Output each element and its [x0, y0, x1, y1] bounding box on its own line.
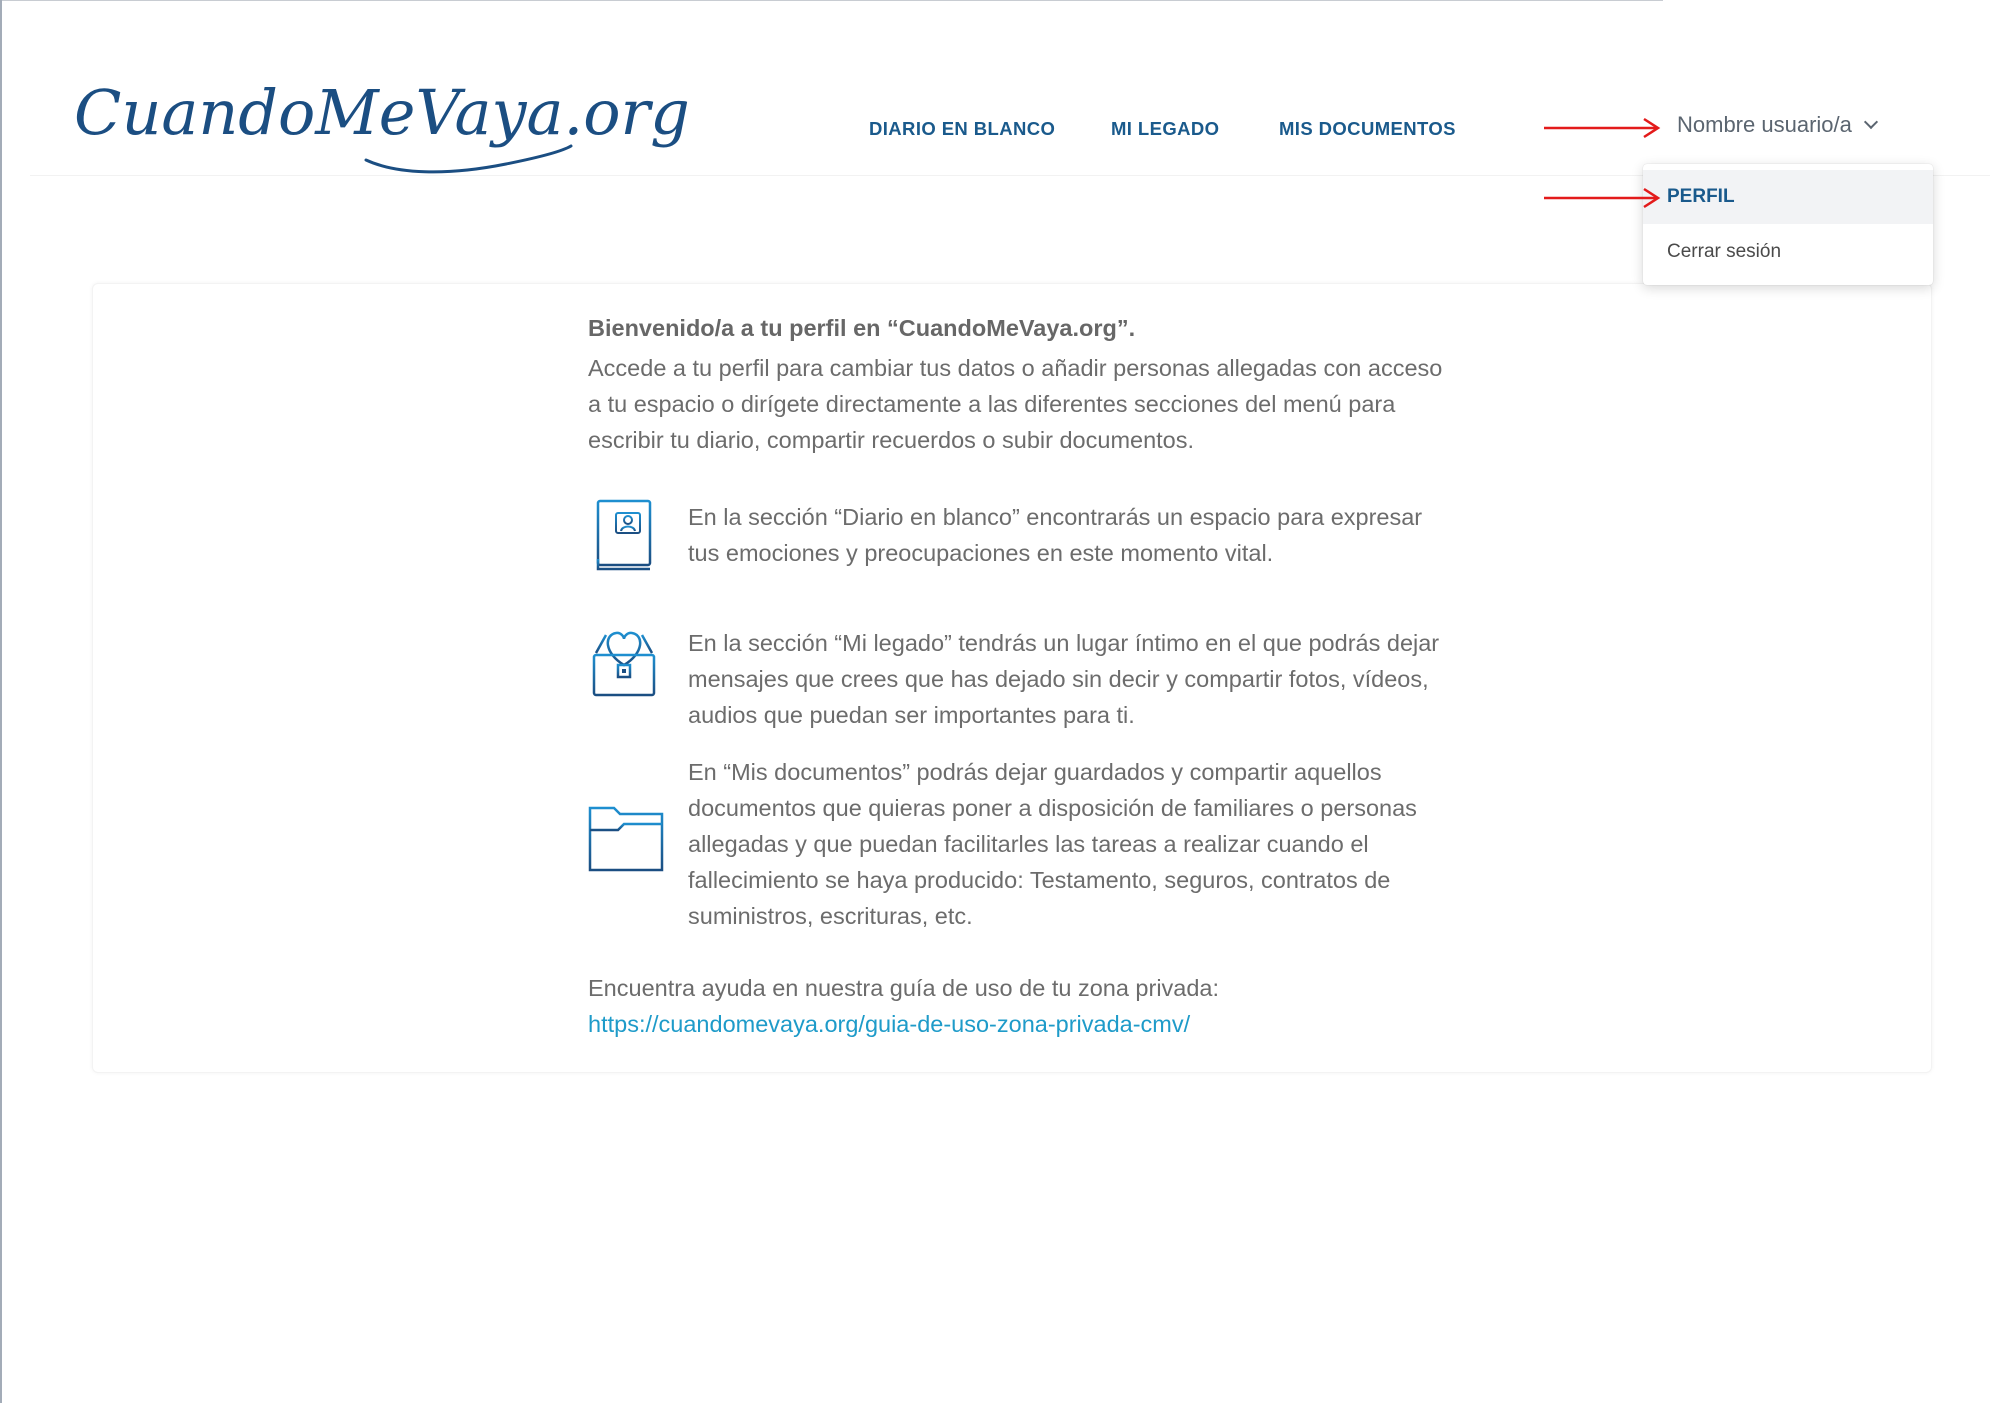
chevron-down-icon [1864, 115, 1878, 129]
intro-paragraph: Accede a tu perfil para cambiar tus datos o añadir personas allegadas con acceso a tu espacio o dirígete directamente a las diferentes secciones del menú para escribir tu diario, compartir recuerdos o subir documentos. [588, 355, 1443, 453]
annotation-arrow-user-menu [1544, 118, 1662, 138]
user-dropdown-menu [1643, 164, 1933, 285]
welcome-content [588, 310, 1448, 458]
menu-item-cerrar-sesion[interactable]: Cerrar sesión [1667, 241, 1782, 262]
heart-chest-icon [590, 625, 658, 701]
annotation-arrow-perfil [1544, 188, 1662, 208]
help-text: Encuentra ayuda en nuestra guía de uso de tu zona privada: [588, 975, 1220, 1001]
logo-wordmark [66, 72, 690, 182]
logo-text: CuandoMeVaya.org [74, 76, 690, 149]
window-left-border [0, 0, 2, 1403]
site-logo[interactable] [66, 72, 690, 182]
folder-icon [588, 804, 664, 874]
section-legado-text: En la sección “Mi legado” tendrás un lugar íntimo en el que podrás dejar mensajes que crees que has dejado sin decir y compartir fotos, vídeos, audios que puedan ser importantes para ti. [688, 630, 1440, 728]
user-name-label: Nombre usuario/a [1677, 112, 1852, 137]
window-top-border [0, 0, 1663, 1]
nav-diario-en-blanco[interactable]: DIARIO EN BLANCO [869, 118, 1056, 139]
logo-swash [366, 146, 571, 172]
diary-book-icon [594, 499, 654, 573]
menu-item-perfil[interactable]: PERFIL [1643, 170, 1933, 224]
nav-mi-legado[interactable]: MI LEGADO [1111, 118, 1220, 139]
section-diario-text: En la sección “Diario en blanco” encontrarás un espacio para expresar tus emociones y preocupaciones en este momento vital. [688, 504, 1423, 566]
help-block [588, 970, 1448, 1042]
section-documentos-text: En “Mis documentos” podrás dejar guardados y compartir aquellos documentos que quieras poner a disposición de familiares o personas allegadas y que puedan facilitarles las tareas a realizar cuando el fallecimiento se haya producido: Testamento, seguros, contratos de suministros, escrituras, etc. [688, 759, 1417, 929]
nav-mis-documentos[interactable]: MIS DOCUMENTOS [1279, 118, 1456, 139]
help-guide-link[interactable]: https://cuandomevaya.org/guia-de-uso-zona-privada-cmv/ [588, 1011, 1191, 1037]
welcome-heading: Bienvenido/a a tu perfil en “CuandoMeVaya.org”. [588, 315, 1136, 341]
user-menu-toggle[interactable] [1677, 112, 1876, 138]
